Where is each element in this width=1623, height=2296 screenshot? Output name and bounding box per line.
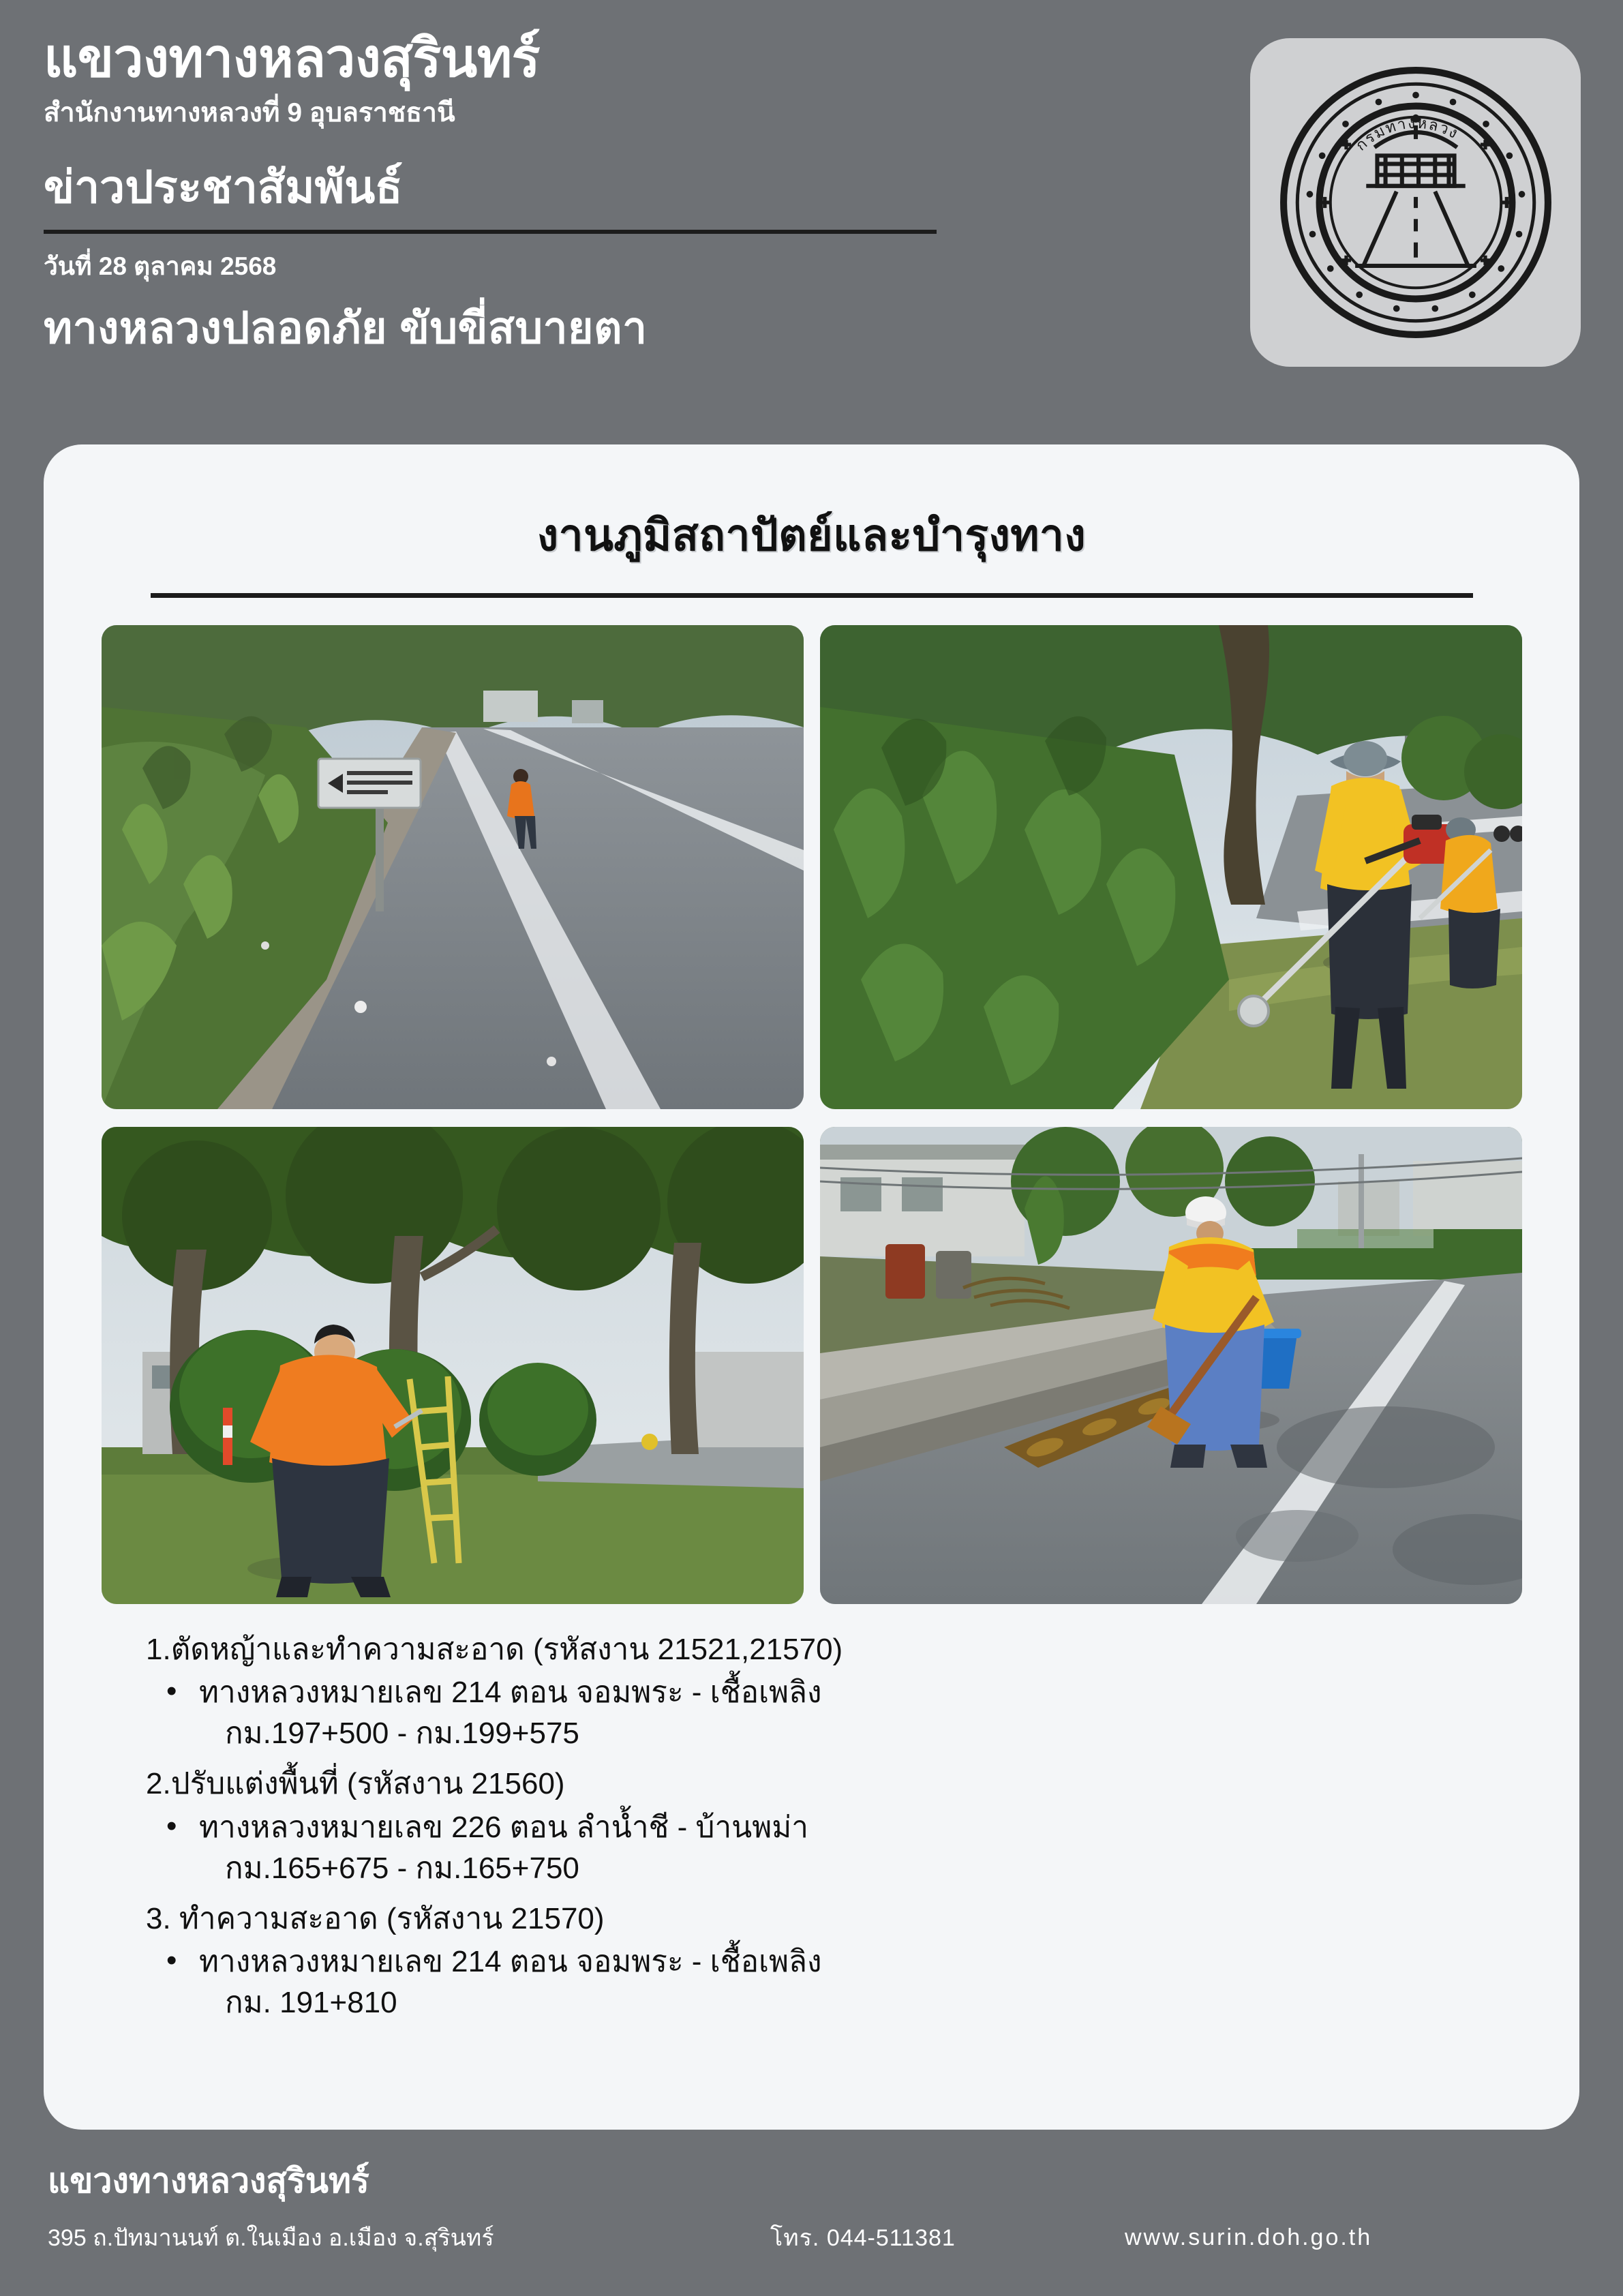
organization-subtitle: สำนักงานทางหลวงที่ 9 อุบลราชธานี [44, 98, 455, 127]
header-divider [44, 230, 937, 234]
photo-worker-cleaning-gutter [820, 1127, 1522, 1604]
news-heading: ข่าวประชาสัมพันธ์ [44, 162, 403, 212]
footer-organization: แขวงทางหลวงสุรินทร์ [48, 2162, 369, 2200]
work-item-route: • ทางหลวงหมายเลข 226 ตอน ลำน้ำชี - บ้านพม่า [146, 1808, 1579, 1847]
department-of-highways-seal-icon [1278, 65, 1553, 340]
work-item-heading: 1.ตัดหญ้าและทำความสะอาด (รหัสงาน 21521,21570) [146, 1633, 843, 1666]
footer-telephone: โทร. 044-511381 [770, 2225, 956, 2251]
publish-date: วันที่ 28 ตุลาคม 2568 [44, 252, 277, 280]
work-item-heading: 3. ทำความสะอาด (รหัสงาน 21570) [146, 1901, 605, 1935]
work-item-km: กม. 191+810 [225, 1985, 397, 2019]
photo-roadside-grass-before [102, 625, 804, 1109]
page-footer [0, 2154, 1623, 2256]
footer-contact-row [48, 2219, 1575, 2256]
work-item-route: • ทางหลวงหมายเลข 214 ตอน จอมพระ - เชื้อเพลิง [146, 1942, 1579, 1982]
footer-address: 395 ถ.ปัทมานนท์ ต.ในเมือง อ.เมือง จ.สุรินทร์ [48, 2225, 494, 2251]
campaign-slogan: ทางหลวงปลอดภัย ขับขี่สบายตา [44, 303, 648, 352]
work-item-route: • ทางหลวงหมายเลข 214 ตอน จอมพระ - เชื้อเพลิง [146, 1673, 1579, 1712]
footer-website[interactable]: www.surin.doh.go.th [1125, 2224, 1373, 2250]
card-title-divider [151, 593, 1473, 598]
work-item-km: กม.165+675 - กม.165+750 [225, 1851, 579, 1885]
photo-grid [44, 625, 1579, 1604]
logo-panel [1250, 38, 1581, 367]
photo-workers-mowing-grass [820, 625, 1522, 1109]
card-title: งานภูมิสถาปัตย์และบำรุงทาง [536, 511, 1087, 560]
work-item-heading: 2.ปรับแต่งพื้นที่ (รหัสงาน 21560) [146, 1767, 565, 1801]
organization-title: แขวงทางหลวงสุรินทร์ [44, 28, 541, 88]
photo-worker-trimming-trees [102, 1127, 804, 1604]
page-header [0, 0, 1623, 423]
svg-text:กรมทางหลวง: กรมทางหลวง [1352, 114, 1461, 154]
work-items-list [44, 1630, 1579, 2023]
content-card [44, 444, 1579, 2130]
work-item-km: กม.197+500 - กม.199+575 [225, 1717, 579, 1751]
